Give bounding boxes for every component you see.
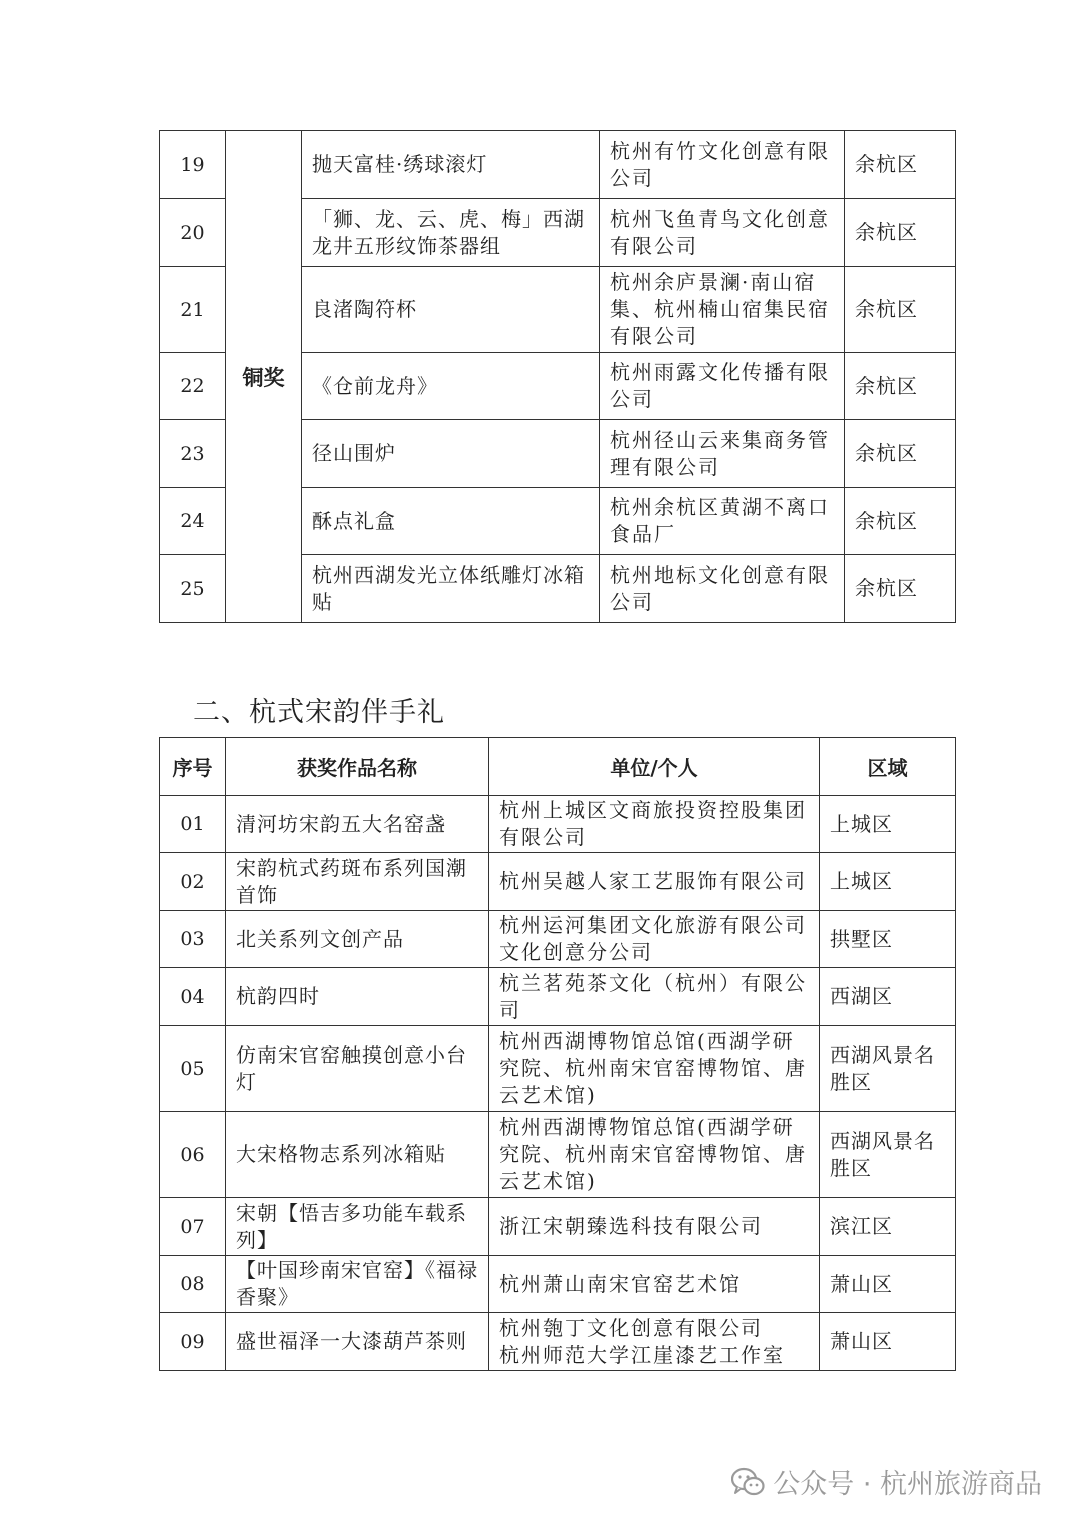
work-name: 【叶国珍南宋官窑】《福禄香聚》 xyxy=(226,1256,489,1313)
unit-name: 杭州上城区文商旅投资控股集团有限公司 xyxy=(489,796,820,853)
region: 余杭区 xyxy=(845,131,956,199)
row-number: 21 xyxy=(160,267,226,353)
header-no: 序号 xyxy=(160,738,226,796)
header-unit: 单位/个人 xyxy=(489,738,820,796)
footer-text: 公众号 · 杭州旅游商品 xyxy=(773,1469,1042,1500)
region: 滨江区 xyxy=(820,1198,956,1256)
header-region: 区域 xyxy=(820,738,956,796)
row-number: 03 xyxy=(160,911,226,968)
work-name: 良渚陶符杯 xyxy=(302,267,600,353)
work-name: 宋韵杭式药斑布系列国潮首饰 xyxy=(226,853,489,911)
work-name: 径山围炉 xyxy=(302,420,600,488)
award-level-cell: 铜奖 xyxy=(226,131,302,623)
region: 余杭区 xyxy=(845,267,956,353)
row-number: 01 xyxy=(160,796,226,853)
work-name: 宋朝【悟吉多功能车载系列】 xyxy=(226,1198,489,1256)
unit-name: 杭兰茗苑茶文化（杭州）有限公司 xyxy=(489,968,820,1026)
row-number: 08 xyxy=(160,1256,226,1313)
unit-line: 杭州师范大学江崖漆艺工作室 xyxy=(499,1342,785,1367)
unit-name: 杭州余庐景澜·南山宿集、杭州楠山宿集民宿有限公司 xyxy=(600,267,845,353)
table-row xyxy=(160,796,956,853)
work-name: 「狮、龙、云、虎、梅」西湖龙井五形纹饰茶器组 xyxy=(302,199,600,267)
table-row xyxy=(160,1313,956,1371)
unit-name: 杭州西湖博物馆总馆(西湖学研究院、杭州南宋官窑博物馆、唐云艺术馆) xyxy=(489,1026,820,1112)
region: 余杭区 xyxy=(845,353,956,420)
region: 西湖区 xyxy=(820,968,956,1026)
unit-name xyxy=(489,1313,820,1371)
row-number: 24 xyxy=(160,488,226,555)
work-name: 大宋格物志系列冰箱贴 xyxy=(226,1112,489,1198)
table-row xyxy=(160,1198,956,1256)
table-row xyxy=(160,131,956,199)
section-title: 二、杭式宋韵伴手礼 xyxy=(193,697,445,728)
row-number: 04 xyxy=(160,968,226,1026)
row-number: 23 xyxy=(160,420,226,488)
unit-name: 杭州飞鱼青鸟文化创意有限公司 xyxy=(600,199,845,267)
region: 余杭区 xyxy=(845,199,956,267)
wechat-account-watermark xyxy=(731,1462,1042,1501)
unit-name: 杭州西湖博物馆总馆(西湖学研究院、杭州南宋官窑博物馆、唐云艺术馆) xyxy=(489,1112,820,1198)
unit-name: 杭州萧山南宋官窑艺术馆 xyxy=(489,1256,820,1313)
region: 拱墅区 xyxy=(820,911,956,968)
unit-name: 杭州运河集团文化旅游有限公司文化创意分公司 xyxy=(489,911,820,968)
work-name: 仿南宋官窑触摸创意小台灯 xyxy=(226,1026,489,1112)
region: 萧山区 xyxy=(820,1256,956,1313)
work-name: 盛世福泽一大漆葫芦茶则 xyxy=(226,1313,489,1371)
region: 西湖风景名胜区 xyxy=(820,1026,956,1112)
table-row xyxy=(160,853,956,911)
table-row xyxy=(160,1256,956,1313)
region: 上城区 xyxy=(820,853,956,911)
region: 萧山区 xyxy=(820,1313,956,1371)
work-name: 清河坊宋韵五大名窑盏 xyxy=(226,796,489,853)
region: 余杭区 xyxy=(845,555,956,623)
row-number: 07 xyxy=(160,1198,226,1256)
work-name: 北关系列文创产品 xyxy=(226,911,489,968)
region: 余杭区 xyxy=(845,488,956,555)
table-row xyxy=(160,1112,956,1198)
work-name: 杭韵四时 xyxy=(226,968,489,1026)
unit-name: 杭州雨露文化传播有限公司 xyxy=(600,353,845,420)
unit-name: 杭州有竹文化创意有限公司 xyxy=(600,131,845,199)
unit-name: 杭州吴越人家工艺服饰有限公司 xyxy=(489,853,820,911)
table-row xyxy=(160,911,956,968)
table-header-row xyxy=(160,738,956,796)
work-name: 酥点礼盒 xyxy=(302,488,600,555)
unit-name: 杭州地标文化创意有限公司 xyxy=(600,555,845,623)
region: 余杭区 xyxy=(845,420,956,488)
work-name: 抛天富桂·绣球滚灯 xyxy=(302,131,600,199)
region: 上城区 xyxy=(820,796,956,853)
unit-name: 杭州余杭区黄湖不离口食品厂 xyxy=(600,488,845,555)
work-name: 杭州西湖发光立体纸雕灯冰箱贴 xyxy=(302,555,600,623)
row-number: 22 xyxy=(160,353,226,420)
bronze-award-table xyxy=(159,130,956,623)
row-number: 25 xyxy=(160,555,226,623)
unit-name: 杭州径山云来集商务管理有限公司 xyxy=(600,420,845,488)
row-number: 06 xyxy=(160,1112,226,1198)
row-number: 02 xyxy=(160,853,226,911)
region: 西湖风景名胜区 xyxy=(820,1112,956,1198)
unit-line: 杭州匏丁文化创意有限公司 xyxy=(499,1315,763,1340)
row-number: 19 xyxy=(160,131,226,199)
wechat-icon xyxy=(731,1467,765,1497)
table-row xyxy=(160,968,956,1026)
row-number: 05 xyxy=(160,1026,226,1112)
row-number: 09 xyxy=(160,1313,226,1371)
table-row xyxy=(160,1026,956,1112)
unit-name: 浙江宋朝臻选科技有限公司 xyxy=(489,1198,820,1256)
header-name: 获奖作品名称 xyxy=(226,738,489,796)
work-name: 《仓前龙舟》 xyxy=(302,353,600,420)
souvenir-award-table xyxy=(159,737,956,1371)
row-number: 20 xyxy=(160,199,226,267)
